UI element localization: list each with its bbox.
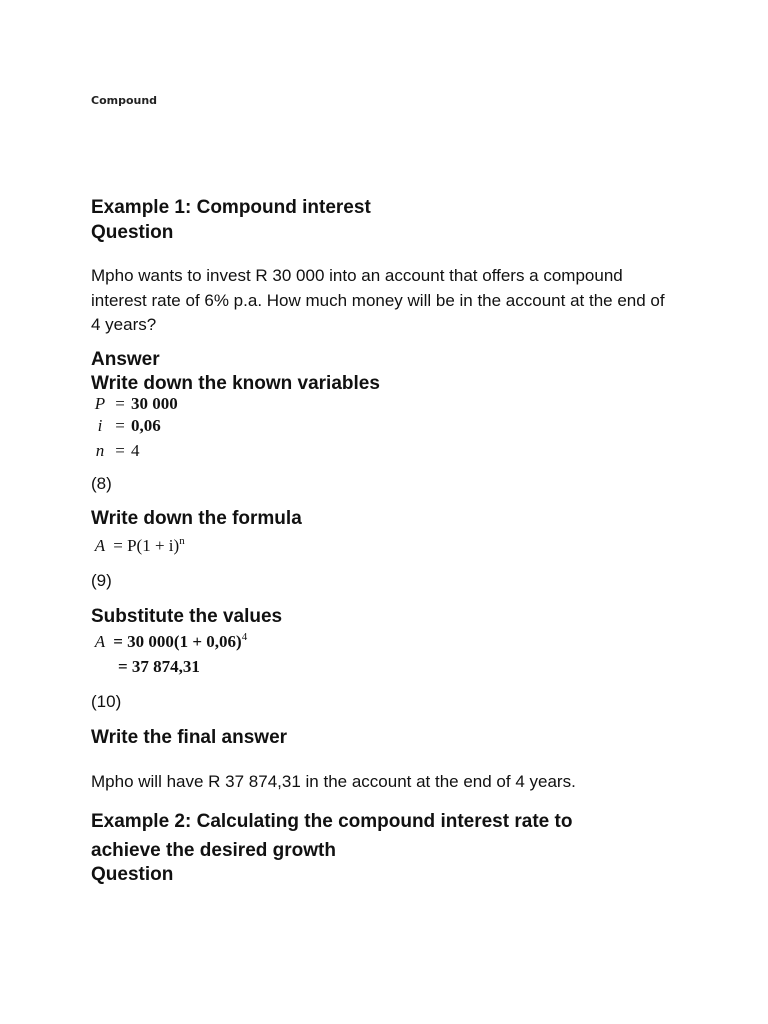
substitution-expression: = 30 000(1 + 0,06)	[113, 632, 242, 651]
substitution-line2	[118, 657, 200, 677]
variable-value: 30 000	[131, 394, 178, 413]
example1-question-heading: Question	[91, 222, 174, 243]
example2-question-heading: Question	[91, 864, 174, 885]
example2-title-line1: Example 2: Calculating the compound interest rate to	[91, 811, 573, 832]
variable-row: i = 0,06	[91, 416, 161, 436]
step3-heading: Substitute the values	[91, 606, 283, 627]
variable-value: 4	[131, 441, 140, 460]
formula	[91, 535, 185, 556]
substitution-result: = 37 874,31	[118, 657, 200, 676]
example1-title: Example 1: Compound interest	[91, 197, 371, 218]
document-header: Compound	[91, 94, 158, 107]
formula-exponent: n	[179, 535, 185, 547]
example2-title-line2: achieve the desired growth	[91, 840, 336, 861]
step4-heading: Write the final answer	[91, 727, 288, 748]
example1-question-text: Mpho wants to invest R 30 000 into an account that offers a compound interest rate of 6% p.a. How much money will be in the account at the end of 4 years?	[91, 266, 665, 334]
substitution-lhs: A	[94, 632, 106, 651]
variable-row: P = 30 000	[91, 394, 178, 414]
variable-name: P	[94, 394, 106, 413]
variable-row: n = 4	[91, 441, 140, 461]
variable-name: i	[97, 416, 103, 435]
equation-number-8: (8)	[91, 474, 112, 493]
step1-heading: Write down the known variables	[91, 373, 380, 394]
substitution-exponent: 4	[241, 631, 248, 643]
equation-number-10: (10)	[91, 692, 122, 711]
final-answer-text: Mpho will have R 37 874,31 in the account at the end of 4 years.	[91, 772, 576, 791]
equation-number-9: (9)	[91, 571, 112, 590]
step2-heading: Write down the formula	[91, 508, 302, 529]
example1-answer-heading: Answer	[91, 349, 160, 370]
formula-rhs: = P(1 + i)	[113, 536, 180, 555]
variable-name: n	[95, 441, 105, 460]
formula-lhs: A	[94, 536, 106, 555]
variable-value: 0,06	[131, 416, 161, 435]
substitution-line1	[91, 631, 247, 652]
